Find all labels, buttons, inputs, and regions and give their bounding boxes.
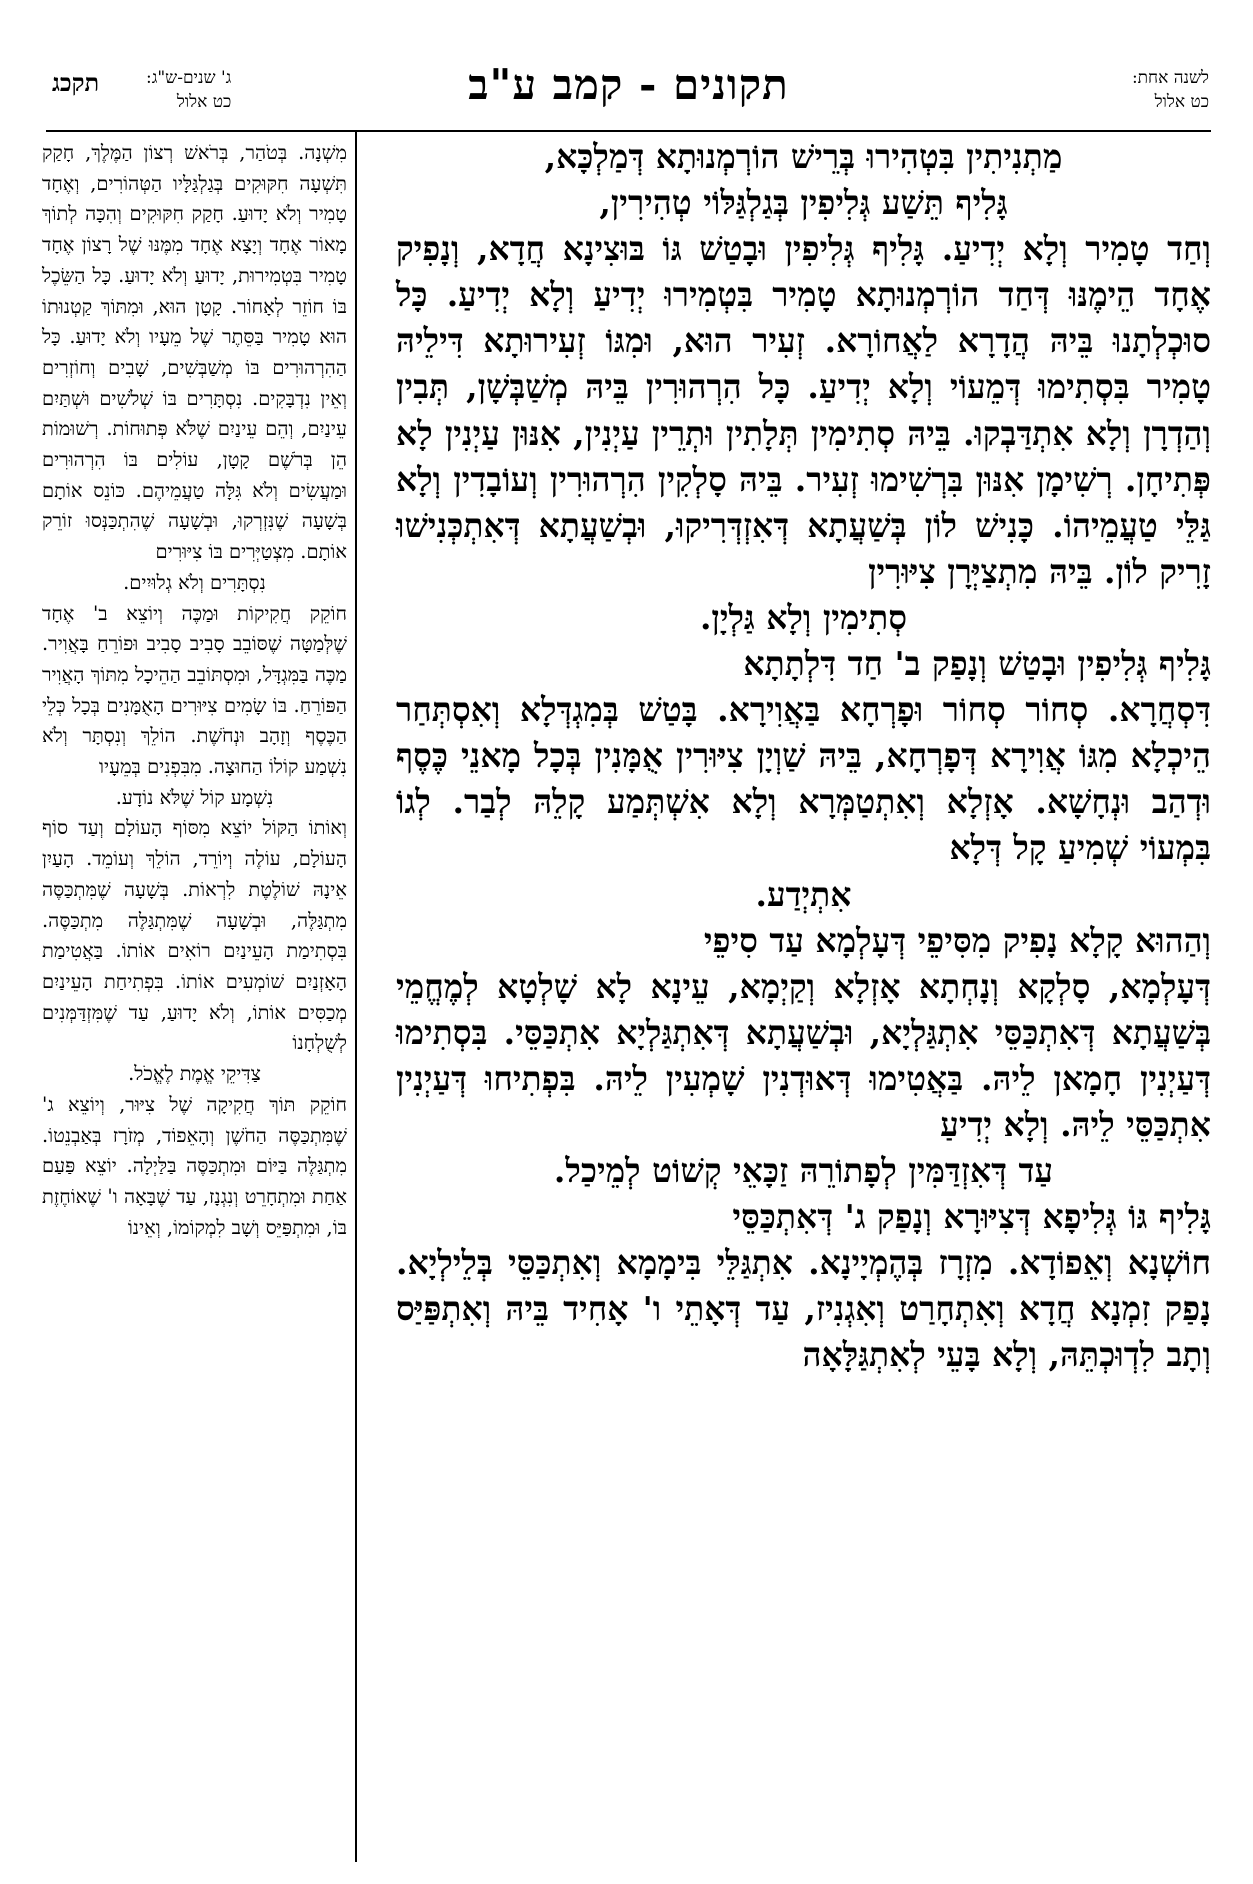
side-paragraph: וְאוֹתוֹ הַקּוֹל יוֹצֵא מִסּוֹף הָעוֹלָם וְעַד סוֹף הָעוֹלָם, עוֹלֶה וְיוֹרֵד, הוֹלֵךְ וְעוֹמֵד. הָעַיִן אֵינָהּ שׁוֹלֶטֶת לִרְאוֹת. בְּשָׁעָה שֶׁמִּתְכַּסֶּה מִתְגַּלֶּה, וּבְשָׁעָה שֶׁמִּתְגַּלֶּה מִתְכַּסֶּה. בִּסְתִימַת הָעֵינַיִם רוֹאִים אוֹתוֹ. בַּאֲטִימַת הָאָזְנַיִם שׁוֹמְעִים אוֹתוֹ. בִּפְתִיחַת הָעֵינַיִם מְכַסִּים אוֹתוֹ, וְלֹא יָדוּעַ, עַד שֶׁמִּזְדַּמְּנִים לְשֻׁלְחָנוֹ xyxy=(42,816,347,1055)
header-right-line2: כט אלול xyxy=(1154,92,1209,112)
side-line: נִסְתָּרִים וְלֹא גְלוּיִים. xyxy=(123,570,266,594)
page-number: תקכג xyxy=(52,68,100,97)
main-line: סְתִימִין וְלָא גַּלְיָן. xyxy=(699,597,908,637)
side-paragraph: חוֹקֵק חֲקִיקוֹת וּמַכֶּה וְיוֹצֵא ב' אֶחָד שֶׁלְּמַטָּה שֶׁסּוֹבֵב סָבִיב סָבִיב וּפוֹרֵחַ בָּאֲוִיר. מַכֶּה בַּמִּגְדָּל, וּמִסְתּוֹבֵב הַהֵיכָל מִתּוֹךְ הָאֲוִיר הַפּוֹרֵחַ. בּוֹ שָׂמִים צִיּוּרִים הָאֻמָּנִים בְּכָל כְּלֵי הַכֶּסֶף וְזָהָב וּנְחֹשֶׁת. הוֹלֵךְ וְנִסְתָּר וְלֹא נִשְׁמַע קוֹלוֹ הַחוּצָה. מִבִּפְנִים בְּמֵעָיו xyxy=(42,601,347,779)
main-line: גָּלִיף תֵּשַׁע גְּלִיפִין בְּגַלְגַּלּוֹי טְהִירִין, xyxy=(599,183,1008,223)
column-divider xyxy=(355,132,357,1862)
header-left-line2: כט אלול xyxy=(176,92,232,112)
main-paragraph: דְּעָלְמָא, סָלְקָא וְנָחְתָא אָזְלָא וְקַיְמָא, עֵינָא לָא שָׁלְטָא לְמֶחֱמֵי בְּשַׁעֲתָא דְּאִתְכַּסֵּי אִתְגַּלְיָא, וּבְשַׁעֲתָא דְּאִתְגַּלְיָא אִתְכַּסֵּי. בִּסְתִימוּ דְּעַיְנִין חָמָאן לֵיהּ. בַּאֲטִימוּ דְּאוּדְנִין שָׁמְעִין לֵיהּ. בִּפְתִיחוּ דְּעַיְנִין אִתְכַּסֵּי לֵיהּ. וְלָא יְדִיעַ xyxy=(396,966,1211,1144)
header-rule xyxy=(46,130,1211,132)
main-line: מַתְנִיתִין בִּטְהִירוּ בְּרֵישׁ הוֹרְמְנוּתָא דְּמַלְכָּא, xyxy=(544,137,1063,176)
side-line: נִשְׁמָע קוֹל שֶׁלֹּא נוֹדָע. xyxy=(115,785,274,809)
side-paragraph: חוֹקֵק תּוֹךְ חֲקִיקָה שֶׁל צִיּוּר, וְיוֹצֵא ג' שֶׁמִּתְכַּסֶּה הַחֹשֶׁן וְהָאֵפוֹד, מְזֹרָז בְּאַבְנֵטוֹ. מִתְגַּלֶּה בַּיּוֹם וּמִתְכַּסֶּה בַּלַּיְלָה. יוֹצֵא פַּעַם אַחַת וּמִתְחָרֵט וְנִגְנָז, עַד שֶׁבָּאָה ו' שֶׁאוֹחֶזֶת בּוֹ, וּמִתְפַּיֵּס וְשָׁב לִמְקוֹמוֹ, וְאֵינוֹ xyxy=(42,1092,347,1239)
header-right-line1: לשנה אחת: xyxy=(1131,68,1209,88)
main-paragraph: דִּסְחֲרָא. סְחוֹר סְחוֹר וּפָרְחָא בַּאֲוִירָא. בָּטַשׁ בְּמִגְדְּלָא וְאִסְתְּחַר הֵיכְלָא מִגּוֹ אֲוִירָא דְּפָרְחָא, בֵּיהּ שַׁוְיָן צִיּוּרִין אֻמָּנִין בְּכָל מָאנֵי כֶּסֶף וּדְהַב וּנְחָשָׁא. אָזְלָא וְאִתְטַמְּרָא וְלָא אִשְׁתְּמַע קָלֵהּ לְבַר. לְגוֹ בִּמְעוֹי שְׁמִיעַ קָל דְּלָא xyxy=(396,690,1211,868)
main-paragraph-start: וְהַהוּא קָלָא נָפִיק מִסִּיפֵי דְּעָלְמָא עַד סִיפֵי xyxy=(703,920,1211,960)
side-column xyxy=(42,138,347,1243)
main-paragraph: חוֹשְׁנָא וְאֵפוֹדָא. מִזְרָז בְּהֶמְיָינָא. אִתְגַּלֵּי בִּימָמָא וְאִתְכַּסֵּי בְּלֵילְיָא. נָפַק זִמְנָא חֲדָא וְאִתְחָרַט וְאִגְנִיז, עַד דְּאָתֵי ו' אָחִיד בֵּיהּ וְאִתְפַּיַּס וְתָב לִדְוּכְתֵּהּ, וְלָא בָּעֵי לְאִתְגַּלָּאָה xyxy=(396,1243,1211,1375)
page-header xyxy=(46,54,1211,136)
side-paragraph: מִשְׁנָה. בְּטֹהַר, בְּרֹאשׁ רְצוֹן הַמֶּלֶךְ, חָקַק תִּשְׁעָה חִקּוּקִים בְּגַלְגַּלָּיו הַטְּהוֹרִים, וְאֶחָד טָמִיר וְלֹא יָדוּעַ. חָקַק חִקּוּקִים וְהִכָּה לְתוֹךְ מָאוֹר אֶחָד וְיָצָא אֶחָד מִמֶּנּוּ שֶׁל רָצוֹן אֶחָד טָמִיר בִּטְמִירוּת, יָדוּעַ וְלֹא יָדוּעַ. כָּל הַשֵּׂכֶל בּוֹ חוֹזֵר לְאָחוֹר. קָטָן הוּא, וּמִתּוֹךְ קַטְנוּתוֹ הוּא טָמִיר בַּסֵּתֶר שֶׁל מֵעָיו וְלֹא יָדוּעַ. כָּל הַהִרְהוּרִים בּוֹ מְשַׁבְּשִׁים, שָׁבִים וְחוֹזְרִים וְאֵין נִדְבָּקִים. נִסְתָּרִים בּוֹ שְׁלֹשִׁים וּשְׁתַּיִם עֵינַיִם, וְהֵם עֵינַיִם שֶׁלֹּא פְּתוּחוֹת. רְשׁוּמוֹת הֵן בְּרֹשֶׁם קָטָן, עוֹלִים בּוֹ הִרְהוּרִים וּמַעֲשִׂים וְלֹא גִּלָּה טַעֲמֵיהֶם. כּוֹנֵס אוֹתָם בְּשָׁעָה שֶׁנִּזְרְקוּ, וּבְשָׁעָה שֶׁהִתְכַּנְּסוּ זוֹרֵק אוֹתָם. מִצְטַיְּרִים בּוֹ צִיּוּרִים xyxy=(42,141,347,564)
page-title: תקונים - קמב ע"ב xyxy=(468,60,789,109)
main-column xyxy=(396,134,1211,1379)
main-paragraph-start: גָּלִיף גּוֹ גְּלִיפָא דְּצִיּוּרָא וְנָפַק ג' דְּאִתְכַּסֵּי xyxy=(732,1197,1211,1237)
side-line: צַדִּיקֵי אֱמֶת לֶאֱכֹל. xyxy=(128,1062,261,1086)
header-left-line1: ג' שנים-ש"ג: xyxy=(146,68,232,88)
main-paragraph-start: גָּלִיף גְּלִיפִין וּבָטַשׁ וְנָפַק ב' חַד דִּלְתָתָא xyxy=(743,644,1211,684)
main-paragraph: וְחַד טָמִיר וְלָא יְדִיעַ. גָּלִיף גְּלִיפִין וּבָטַשׁ גּוֹ בּוּצִינָא חֲדָא, וְנָפִיק אֶחָד הֵימֶנּוּ דְּחַד הוֹרְמְנוּתָא טָמִיר בִּטְמִירוּ יְדִיעַ וְלָא יְדִיעַ. כָּל סוּכְלְתָנוּ בֵּיהּ הֲדָרָא לַאֲחוֹרָא. זְעִיר הוּא, וּמִגּוֹ זְעִירוּתָא דִּילֵיהּ טָמִיר בִּסְתִימוּ דְּמֵעוֹי וְלָא יְדִיעַ. כָּל הִרְהוּרִין בֵּיהּ מְשַׁבְּשָׁן, תְּבִין וְהַדְרָן וְלָא אִתְדַּבְקוּ. בֵּיהּ סְתִימִין תְּלָתִין וּתְרֵין עַיְנִין, אִנּוּן עַיְנִין לָא פְּתִיחָן. רְשִׁימָן אִנּוּן בִּרְשִׁימוּ זְעִיר. בֵּיהּ סָלְקִין הִרְהוּרִין וְעוֹבָדִין וְלָא גַּלֵּי טַעֲמֵיהוֹ. כָּנִישׁ לוֹן בְּשַׁעֲתָא דְּאִזְדְּרִיקוּ, וּבְשַׁעֲתָא דְּאִתְכְּנִישׁוּ זָרִיק לוֹן. בֵּיהּ מִתְצַיְּרָן צִיּוּרִין xyxy=(396,229,1211,591)
header-left-note xyxy=(146,66,231,114)
main-line: עַד דְּאִזְדַּמִּין לְפָתוֹרֵהּ זַכָּאֵי קְשׁוֹט לְמֵיכַל. xyxy=(553,1151,1054,1191)
main-line: אִתְיְדַע. xyxy=(755,874,852,914)
